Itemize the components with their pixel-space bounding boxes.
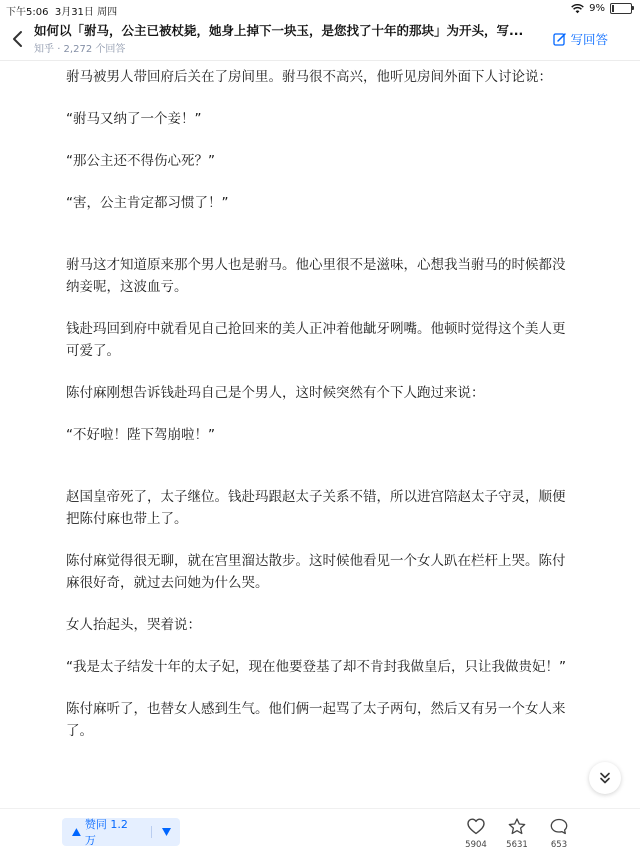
paragraph: 驸马这才知道原来那个男人也是驸马。他心里很不是滋味，心想我当驸马的时候都没纳妾呢，这波血亏。: [66, 257, 566, 295]
status-time-date: [6, 3, 117, 18]
write-answer-button[interactable]: [553, 30, 608, 48]
bottom-action-bar: [0, 808, 640, 854]
like-button[interactable]: [456, 818, 496, 850]
vote-group: [62, 818, 180, 846]
battery-percent: 9%: [589, 3, 605, 14]
comment-count: 653: [550, 840, 568, 850]
triangle-down-icon: [162, 828, 171, 836]
battery-icon: [610, 3, 632, 14]
status-bar: [0, 0, 640, 18]
paragraph: 驸马被男人带回府后关在了房间里。驸马很不高兴，他听见房间外面下人讨论说：: [66, 69, 552, 85]
favorite-count: 5631: [506, 840, 528, 850]
triangle-up-icon: [72, 828, 81, 836]
vote-up-button[interactable]: [62, 818, 151, 846]
comment-button[interactable]: [539, 818, 579, 850]
paragraph: 钱赴玛回到府中就看见自己抢回来的美人正冲着他龇牙咧嘴。他顿时觉得这个美人更可爱了。: [66, 321, 566, 359]
star-icon: [508, 818, 526, 835]
expand-button[interactable]: [589, 762, 621, 794]
question-meta: [34, 40, 125, 55]
status-time: 下午5:06: [6, 7, 49, 18]
status-date: 3月31日 周四: [54, 7, 118, 18]
meta-separator: ·: [57, 44, 64, 55]
double-chevron-down-icon: [598, 771, 612, 785]
paragraph: 女人抬起头，哭着说：: [66, 617, 201, 633]
back-chevron-icon[interactable]: [9, 29, 27, 49]
paragraph: 赵国皇帝死了，太子继位。钱赴玛跟赵太子关系不错，所以进宫陪赵太子守灵，顺便把陈付麻也带上了。: [66, 489, 566, 527]
question-title[interactable]: 如何以「驸马，公主已被杖毙，她身上掉下一块玉，是您找了十年的那块」为开头，写...: [34, 23, 524, 38]
paragraph: “害，公主肯定都习惯了！”: [66, 195, 229, 211]
comment-bubble-icon: [550, 818, 568, 835]
paragraph: “不好啦！陛下驾崩啦！”: [66, 427, 215, 443]
write-answer-label: 写回答: [570, 32, 608, 47]
battery-fill: [612, 5, 614, 12]
like-count: 5904: [465, 840, 487, 850]
wifi-icon: [571, 4, 584, 14]
paragraph: 陈付麻刚想告诉钱赴玛自己是个男人，这时候突然有个下人跑过来说：: [66, 385, 485, 401]
heart-icon: [467, 818, 485, 835]
answer-count: 2,272 个回答: [63, 44, 126, 55]
question-header: [0, 18, 640, 61]
paragraph: 陈付麻听了，也替女人感到生气。他们俩一起骂了太子两句，然后又有另一个女人来了。: [66, 701, 566, 739]
paragraph: “我是太子结发十年的太子妃，现在他要登基了却不肯封我做皇后，只让我做贵妃！”: [66, 659, 566, 675]
favorite-button[interactable]: [497, 818, 537, 850]
paragraph: 陈付麻觉得很无聊，就在宫里溜达散步。这时候他看见一个女人趴在栏杆上哭。陈付麻很好奇，就过去问她为什么哭。: [66, 553, 566, 591]
paragraph: “那公主还不得伤心死？”: [66, 153, 215, 169]
paragraph: “驸马又纳了一个妾！”: [66, 111, 202, 127]
edit-icon: [553, 32, 567, 46]
vote-down-button[interactable]: [152, 818, 180, 846]
answer-content: [66, 66, 576, 762]
vote-up-label: 赞同 1.2 万: [84, 818, 128, 847]
source-label: 知乎: [34, 44, 54, 55]
status-indicators: [571, 3, 632, 14]
